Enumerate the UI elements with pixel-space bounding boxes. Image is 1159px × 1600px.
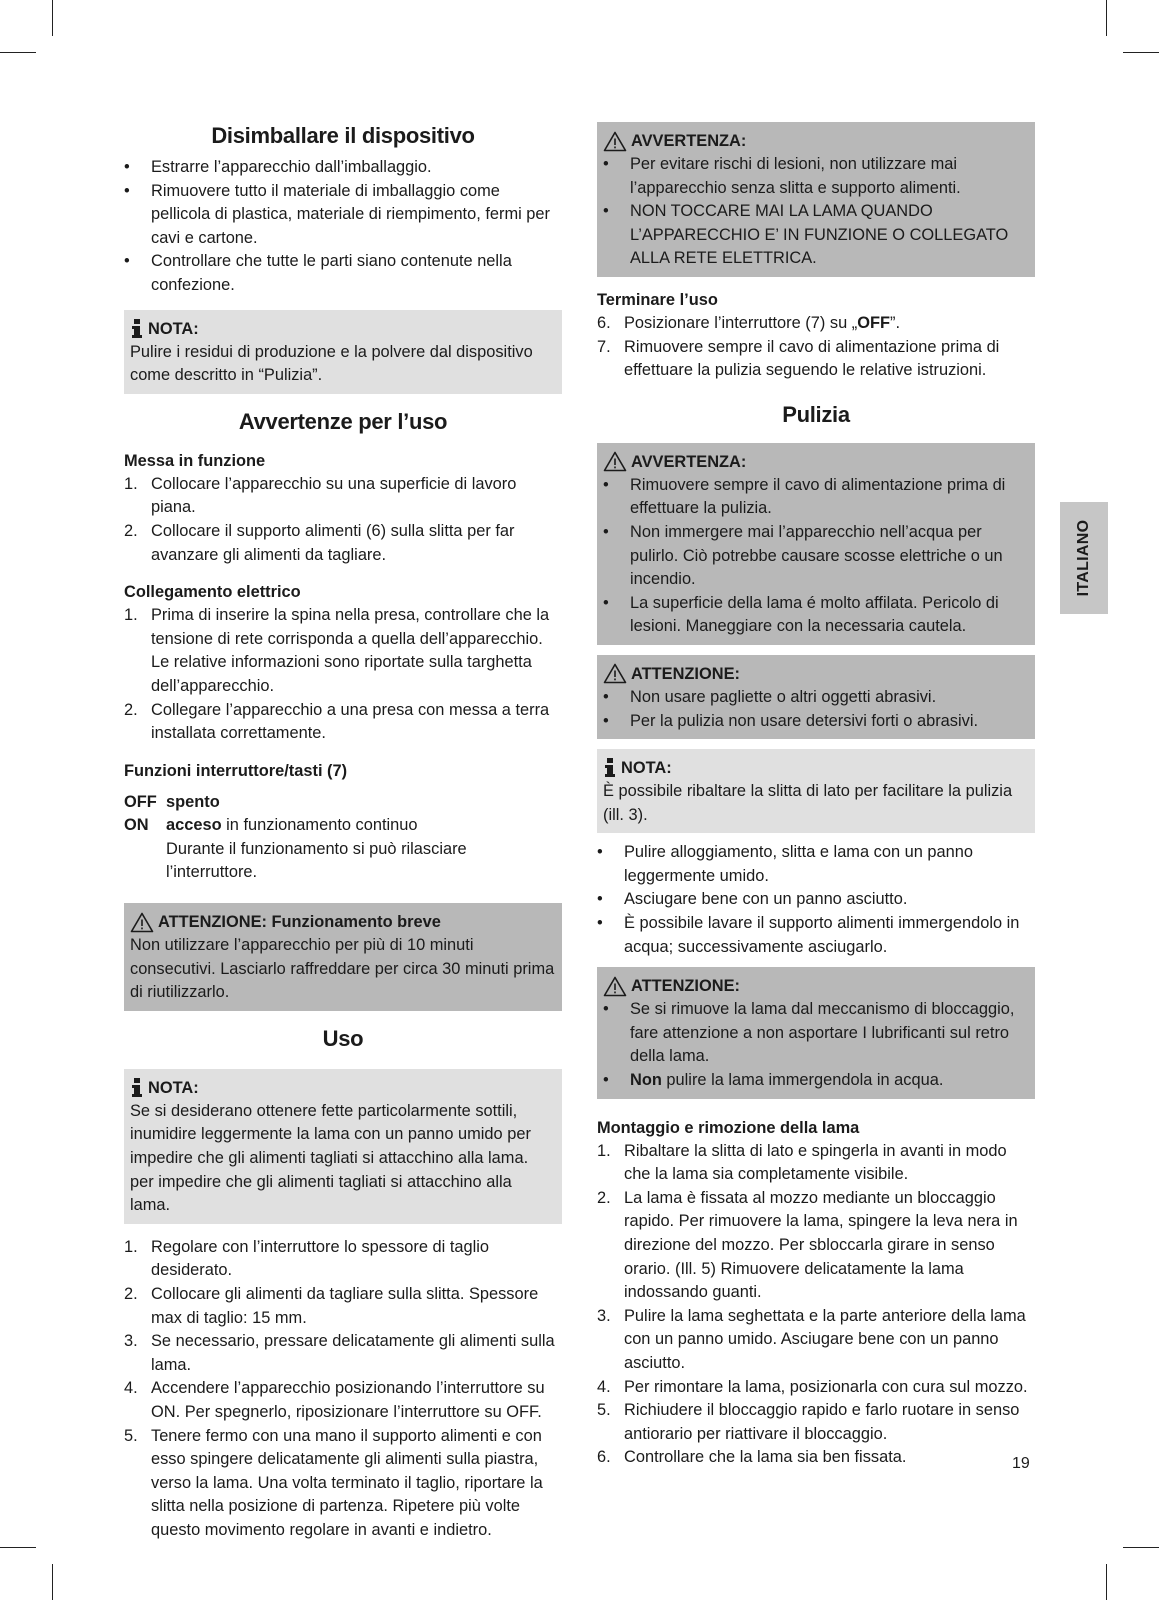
list-item: 3. Pulire la lama seghettata e la parte anteriore della lama con un panno umido. Asciugare bene con un panno asciutto. bbox=[597, 1306, 1026, 1372]
list-item: 5. Tenere fermo con una mano il supporto alimenti e con esso spingere delicatamente gli alimenti sulla piastra, verso la lama. Una volta terminato il taglio, riportare la slitta nella posizione di partenza. Ripetere più volte questo movimento regolare in avanti e indietro. bbox=[124, 1426, 543, 1539]
note-box-cleaning bbox=[597, 749, 1035, 833]
electrical-list bbox=[124, 604, 562, 746]
list-item: • Estrarre l’apparecchio dall’imballaggio. bbox=[124, 156, 562, 180]
list-item: • Rimuovere sempre il cavo di alimentazione prima di effettuare la pulizia. bbox=[603, 474, 1029, 521]
list-item: 4. Per rimontare la lama, posizionarla con cura sul mozzo. bbox=[597, 1377, 1028, 1396]
list-item: 3. Se necessario, pressare delicatamente gli alimenti sulla lama. bbox=[124, 1332, 555, 1374]
list-item: 1. Prima di inserire la spina nella presa, controllare che la tensione di rete corrisponda a quella dell’apparecchio. Le relative informazioni sono riportate sulla targhetta dell’apparecchio. bbox=[124, 606, 550, 695]
list-item: 4. Accendere l’apparecchio posizionando l’interruttore su ON. Per spegnerlo, riposizionare l’interruttore su OFF. bbox=[124, 1379, 545, 1421]
list-item: 2. Collocare gli alimenti da tagliare sulla slitta. Spessore max di taglio: 15 mm. bbox=[124, 1285, 539, 1327]
language-tab bbox=[1060, 502, 1108, 614]
warning-list bbox=[603, 474, 1029, 639]
list-item: • La superficie della lama é molto affilata. Pericolo di lesioni. Maneggiare con la necessaria cautela. bbox=[603, 592, 1029, 639]
left-column bbox=[124, 122, 562, 1543]
crop-mark bbox=[1106, 1564, 1107, 1600]
info-icon bbox=[603, 758, 617, 778]
list-item: • Per la pulizia non usare detersivi forti o abrasivi. bbox=[603, 710, 1029, 734]
list-item: • Non pulire la lama immergendola in acqua. bbox=[603, 1069, 1029, 1093]
subheading-finish: Terminare l’uso bbox=[597, 290, 718, 309]
finish-list bbox=[597, 312, 1035, 383]
note-text: È possibile ribaltare la slitta di lato per facilitare la pulizia (ill. 3). bbox=[603, 782, 1013, 824]
heading-unpack: Disimballare il dispositivo bbox=[211, 123, 475, 148]
list-item: • Se si rimuove la lama dal meccanismo di bloccaggio, fare attenzione a non asportare I lubrificanti sul retro della lama. bbox=[603, 998, 1029, 1069]
switch-off-row: OFF spento bbox=[124, 792, 220, 811]
crop-mark bbox=[0, 1547, 36, 1548]
heading-warnings-use: Avvertenze per l’uso bbox=[238, 408, 448, 434]
crop-mark bbox=[1123, 1547, 1159, 1548]
warning-title: AVVERTENZA: bbox=[631, 452, 747, 471]
attention-title: ATTENZIONE: bbox=[631, 977, 740, 996]
list-item: • NON TOCCARE MAI LA LAMA QUANDO L’APPARECCHIO E’ IN FUNZIONE O COLLEGATO ALLA RETE ELETTRICA. bbox=[603, 200, 1029, 271]
warning-box-general bbox=[597, 122, 1035, 277]
list-item: • Pulire alloggiamento, slitta e lama con un panno leggermente umido. bbox=[597, 841, 1035, 888]
list-item: 6. Controllare che la lama sia ben fissata. bbox=[597, 1448, 907, 1467]
language-tab-label: ITALIANO bbox=[1075, 519, 1092, 597]
list-item: 1. Collocare l’apparecchio su una superficie di lavoro piana. bbox=[124, 474, 517, 517]
list-item: • Controllare che tutte le parti siano contenute nella confezione. bbox=[124, 250, 562, 297]
list-item: • Non usare pagliette o altri oggetti abrasivi. bbox=[603, 686, 1029, 710]
attention-title: ATTENZIONE: bbox=[631, 664, 740, 683]
warning-triangle-icon bbox=[603, 131, 627, 152]
unpack-list bbox=[124, 156, 562, 298]
crop-mark bbox=[52, 0, 53, 36]
blade-list bbox=[597, 1140, 1035, 1470]
note-box-use bbox=[124, 1069, 562, 1224]
warning-triangle-icon bbox=[603, 663, 627, 684]
info-icon bbox=[130, 319, 144, 339]
attention-box-abrasives bbox=[597, 655, 1035, 739]
attention-box-lubricants bbox=[597, 967, 1035, 1098]
heading-use: Uso bbox=[322, 1025, 364, 1051]
startup-list bbox=[124, 473, 562, 567]
subheading-electrical: Collegamento elettrico bbox=[124, 583, 301, 602]
note-title: NOTA: bbox=[148, 1078, 199, 1097]
crop-mark bbox=[0, 52, 36, 53]
list-item: 7. Rimuovere sempre il cavo di alimentazione prima di effettuare la pulizia seguendo le relative istruzioni. bbox=[597, 337, 1000, 380]
list-item: 2. Collocare il supporto alimenti (6) sulla slitta per far avanzare gli alimenti da tagliare. bbox=[124, 521, 515, 564]
list-item: 5. Richiudere il bloccaggio rapido e farlo ruotare in senso antiorario per riattivare il bloccaggio. bbox=[597, 1401, 1020, 1443]
list-item: • Per evitare rischi di lesioni, non utilizzare mai l’apparecchio senza slitta e supporto alimenti. bbox=[603, 153, 1029, 200]
warning-triangle-icon bbox=[603, 976, 627, 997]
crop-mark bbox=[1106, 0, 1107, 36]
warning-triangle-icon bbox=[130, 912, 154, 933]
subheading-startup: Messa in funzione bbox=[124, 451, 266, 470]
attention-title: ATTENZIONE: Funzionamento breve bbox=[158, 913, 441, 932]
page-number: 19 bbox=[1012, 1455, 1030, 1472]
crop-mark bbox=[1123, 52, 1159, 53]
use-list bbox=[124, 1236, 562, 1543]
subheading-blade: Montaggio e rimozione della lama bbox=[597, 1118, 860, 1137]
attention-list bbox=[603, 998, 1029, 1092]
list-item: 2. La lama è fissata al mozzo mediante un bloccaggio rapido. Per rimuovere la lama, spingere la leva nera in direzione del mozzo. Per sbloccarla girare in senso orario. (Ill. 5) Rimuovere delicatamente la lama indossando guanti. bbox=[597, 1188, 1018, 1302]
list-item: • È possibile lavare il supporto alimenti immergendolo in acqua; successivamente asciugarlo. bbox=[597, 912, 1035, 959]
list-item: • Asciugare bene con un panno asciutto. bbox=[597, 888, 1035, 912]
list-item: • Rimuovere tutto il materiale di imballaggio come pellicola di plastica, materiale di riempimento, fermi per cavi e cartone. bbox=[124, 180, 562, 251]
warning-triangle-icon bbox=[603, 451, 627, 472]
info-icon bbox=[130, 1078, 144, 1098]
note-text: Se si desiderano ottenere fette particolarmente sottili, inumidire leggermente la lama con un panno umido per impedire che gli alimenti tagliati si attacchino alla lama. per impedire che gli alimenti tagliati si attacchino alla lama. bbox=[130, 1101, 531, 1215]
warning-box-cleaning bbox=[597, 443, 1035, 645]
note-title: NOTA: bbox=[621, 759, 672, 778]
switch-on-row: ON acceso in funzionamento continuo Durante il funzionamento si può rilasciare l’interruttore. bbox=[124, 816, 467, 882]
heading-cleaning: Pulizia bbox=[782, 401, 850, 427]
crop-mark bbox=[52, 1564, 53, 1600]
right-column bbox=[597, 122, 1035, 1470]
note-text: Pulire i residui di produzione e la polvere dal dispositivo come descritto in “Pulizia”. bbox=[130, 342, 533, 385]
note-title: NOTA: bbox=[148, 319, 199, 338]
note-box-unpack bbox=[124, 310, 562, 394]
list-item: • Non immergere mai l’apparecchio nell’acqua per pulirlo. Ciò potrebbe causare scosse elettriche o un incendio. bbox=[603, 521, 1029, 592]
subheading-switch: Funzioni interruttore/tasti (7) bbox=[124, 761, 348, 780]
attention-box-short-operation bbox=[124, 903, 562, 1011]
list-item: 2. Collegare l’apparecchio a una presa con messa a terra installata correttamente. bbox=[124, 700, 550, 743]
attention-list bbox=[603, 686, 1029, 733]
list-item: 1. Regolare con l’interruttore lo spessore di taglio desiderato. bbox=[124, 1237, 490, 1280]
warning-list bbox=[603, 153, 1029, 271]
attention-text: Non utilizzare l’apparecchio per più di 10 minuti consecutivi. Lasciarlo raffreddare per circa 30 minuti prima di riutilizzarlo. bbox=[130, 936, 555, 1002]
list-item: 1. Ribaltare la slitta di lato e spingerla in avanti in modo che la lama sia completamente visibile. bbox=[597, 1141, 1007, 1184]
list-item: 6. Posizionare l’interruttore (7) su „OFF”. bbox=[597, 313, 900, 332]
cleaning-list bbox=[597, 841, 1035, 959]
warning-title: AVVERTENZA: bbox=[631, 132, 747, 150]
